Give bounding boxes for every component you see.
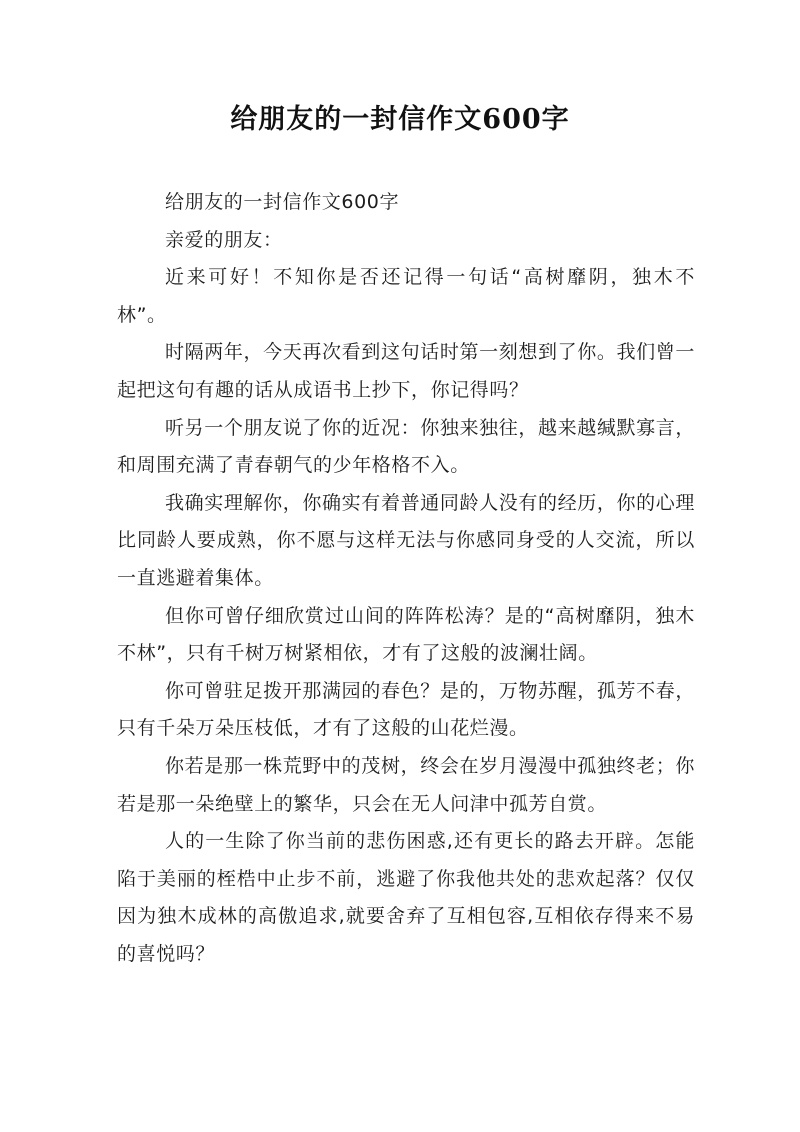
paragraph: 人的一生除了你当前的悲伤困惑,还有更长的路去开辟。怎能陷于美丽的桎梏中止步不前，逃避了你我他共处的悲欢起落？仅仅因为独木成林的高傲追求,就要舍弃了互相包容,互相依存得来不易的喜悦吗？ xyxy=(117,830,695,965)
paragraph: 我确实理解你，你确实有着普通同龄人没有的经历，你的心理比同龄人要成熟，你不愿与这样无法与你感同身受的人交流，所以一直逃避着集体。 xyxy=(117,491,695,589)
paragraph-salutation: 亲爱的朋友： xyxy=(165,228,283,251)
paragraph-subtitle: 给朋友的一封信作文600字 xyxy=(165,191,400,213)
document-body xyxy=(117,184,695,973)
paragraph: 你可曾驻足拨开那满园的春色？是的，万物苏醒，孤芳不春，只有千朵万朵压枝低，才有了这般的山花烂漫。 xyxy=(117,679,695,740)
paragraph: 时隔两年，今天再次看到这句话时第一刻想到了你。我们曾一起把这句有趣的话从成语书上抄下，你记得吗？ xyxy=(117,341,695,401)
paragraph: 你若是那一株荒野中的茂树，终会在岁月漫漫中孤独终老；你若是那一朵绝壁上的繁华，只会在无人问津中孤芳自赏。 xyxy=(117,754,695,815)
paragraph: 听另一个朋友说了你的近况：你独来独往，越来越缄默寡言，和周围充满了青春朝气的少年格格不入。 xyxy=(117,416,695,477)
paragraph: 近来可好！不知你是否还记得一句话“高树靡阴，独木不林”。 xyxy=(117,266,695,326)
document-title: 给朋友的一封信作文600字 xyxy=(230,104,570,135)
paragraph: 但你可曾仔细欣赏过山间的阵阵松涛？是的“高树靡阴，独木不林”，只有千树万树紧相依，才有了这般的波澜壮阔。 xyxy=(117,604,695,665)
